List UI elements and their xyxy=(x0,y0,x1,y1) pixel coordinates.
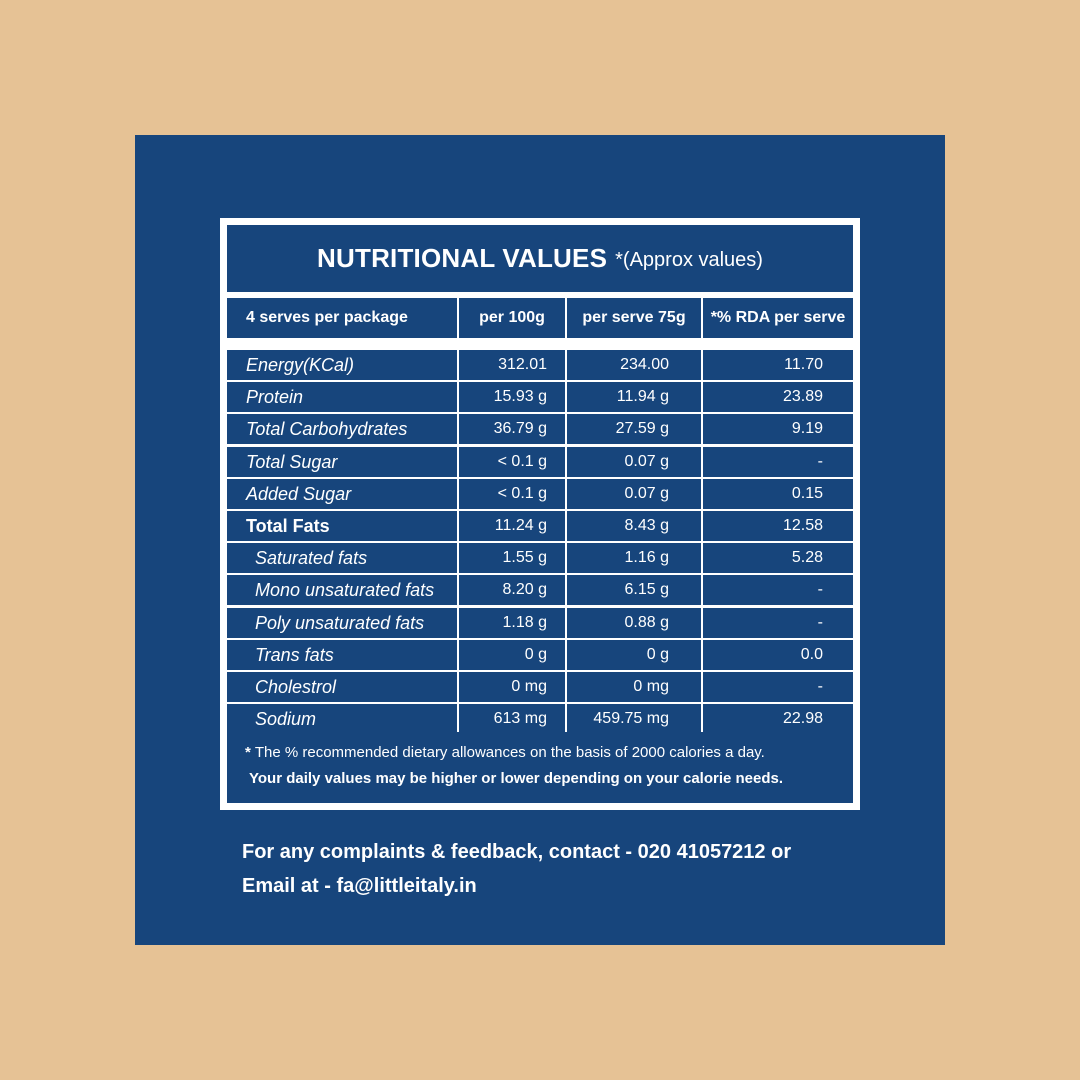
row-name: Total Sugar xyxy=(227,447,457,477)
row-name: Mono unsaturated fats xyxy=(227,575,457,605)
row-per-100g: < 0.1 g xyxy=(459,447,565,477)
row-name: Saturated fats xyxy=(227,543,457,573)
footnote-text-1: The % recommended dietary allowances on the basis of 2000 calories a day. xyxy=(254,744,765,761)
row-per-serve: 8.43 g xyxy=(567,511,701,541)
row-per-100g: 1.18 g xyxy=(459,608,565,638)
row-per-serve: 0 mg xyxy=(567,672,701,702)
nutrition-panel xyxy=(135,135,945,945)
row-per-100g: 613 mg xyxy=(459,704,565,734)
row-per-serve: 0.07 g xyxy=(567,479,701,509)
row-name: Added Sugar xyxy=(227,479,457,509)
row-rda: 11.70 xyxy=(703,350,853,380)
footnote xyxy=(227,732,853,803)
row-per-serve: 0 g xyxy=(567,640,701,670)
row-name: Total Fats xyxy=(227,511,457,541)
row-rda: 0.0 xyxy=(703,640,853,670)
row-rda: - xyxy=(703,575,853,605)
row-per-100g: 0 mg xyxy=(459,672,565,702)
row-per-serve: 1.16 g xyxy=(567,543,701,573)
row-per-100g: 312.01 xyxy=(459,350,565,380)
title-main: NUTRITIONAL VALUES xyxy=(317,243,608,273)
row-per-serve: 0.88 g xyxy=(567,608,701,638)
footnote-star: * xyxy=(245,744,251,761)
nutrition-table xyxy=(220,218,860,810)
header-per-serve: per serve 75g xyxy=(567,298,701,338)
row-per-100g: 0 g xyxy=(459,640,565,670)
title-subtitle: *(Approx values) xyxy=(615,249,763,271)
row-per-100g: 11.24 g xyxy=(459,511,565,541)
footnote-line-2: Your daily values may be higher or lower depending on your calorie needs. xyxy=(249,770,784,787)
row-name: Total Carbohydrates xyxy=(227,414,457,444)
row-name: Poly unsaturated fats xyxy=(227,608,457,638)
row-rda: - xyxy=(703,447,853,477)
row-per-100g: < 0.1 g xyxy=(459,479,565,509)
row-rda: 12.58 xyxy=(703,511,853,541)
contact-info xyxy=(242,835,791,903)
row-rda: - xyxy=(703,608,853,638)
header-serves: 4 serves per package xyxy=(227,298,457,338)
header-rda: *% RDA per serve xyxy=(703,298,853,338)
row-rda: 9.19 xyxy=(703,414,853,444)
row-per-serve: 6.15 g xyxy=(567,575,701,605)
row-per-100g: 15.93 g xyxy=(459,382,565,412)
row-per-serve: 234.00 xyxy=(567,350,701,380)
footnote-line-1 xyxy=(245,744,765,761)
header-per-100g: per 100g xyxy=(459,298,565,338)
row-per-serve: 27.59 g xyxy=(567,414,701,444)
row-rda: 0.15 xyxy=(703,479,853,509)
table-title xyxy=(227,225,853,292)
row-name: Sodium xyxy=(227,704,457,734)
row-per-100g: 8.20 g xyxy=(459,575,565,605)
row-per-serve: 459.75 mg xyxy=(567,704,701,734)
row-per-100g: 1.55 g xyxy=(459,543,565,573)
row-name: Protein xyxy=(227,382,457,412)
row-rda: 22.98 xyxy=(703,704,853,734)
row-per-serve: 0.07 g xyxy=(567,447,701,477)
row-name: Trans fats xyxy=(227,640,457,670)
contact-line-2: Email at - fa@littleitaly.in xyxy=(242,875,477,897)
row-name: Cholestrol xyxy=(227,672,457,702)
row-per-serve: 11.94 g xyxy=(567,382,701,412)
row-rda: - xyxy=(703,672,853,702)
row-per-100g: 36.79 g xyxy=(459,414,565,444)
row-rda: 5.28 xyxy=(703,543,853,573)
row-rda: 23.89 xyxy=(703,382,853,412)
row-name: Energy(KCal) xyxy=(227,350,457,380)
contact-line-1: For any complaints & feedback, contact - 020 41057212 or xyxy=(242,841,792,863)
